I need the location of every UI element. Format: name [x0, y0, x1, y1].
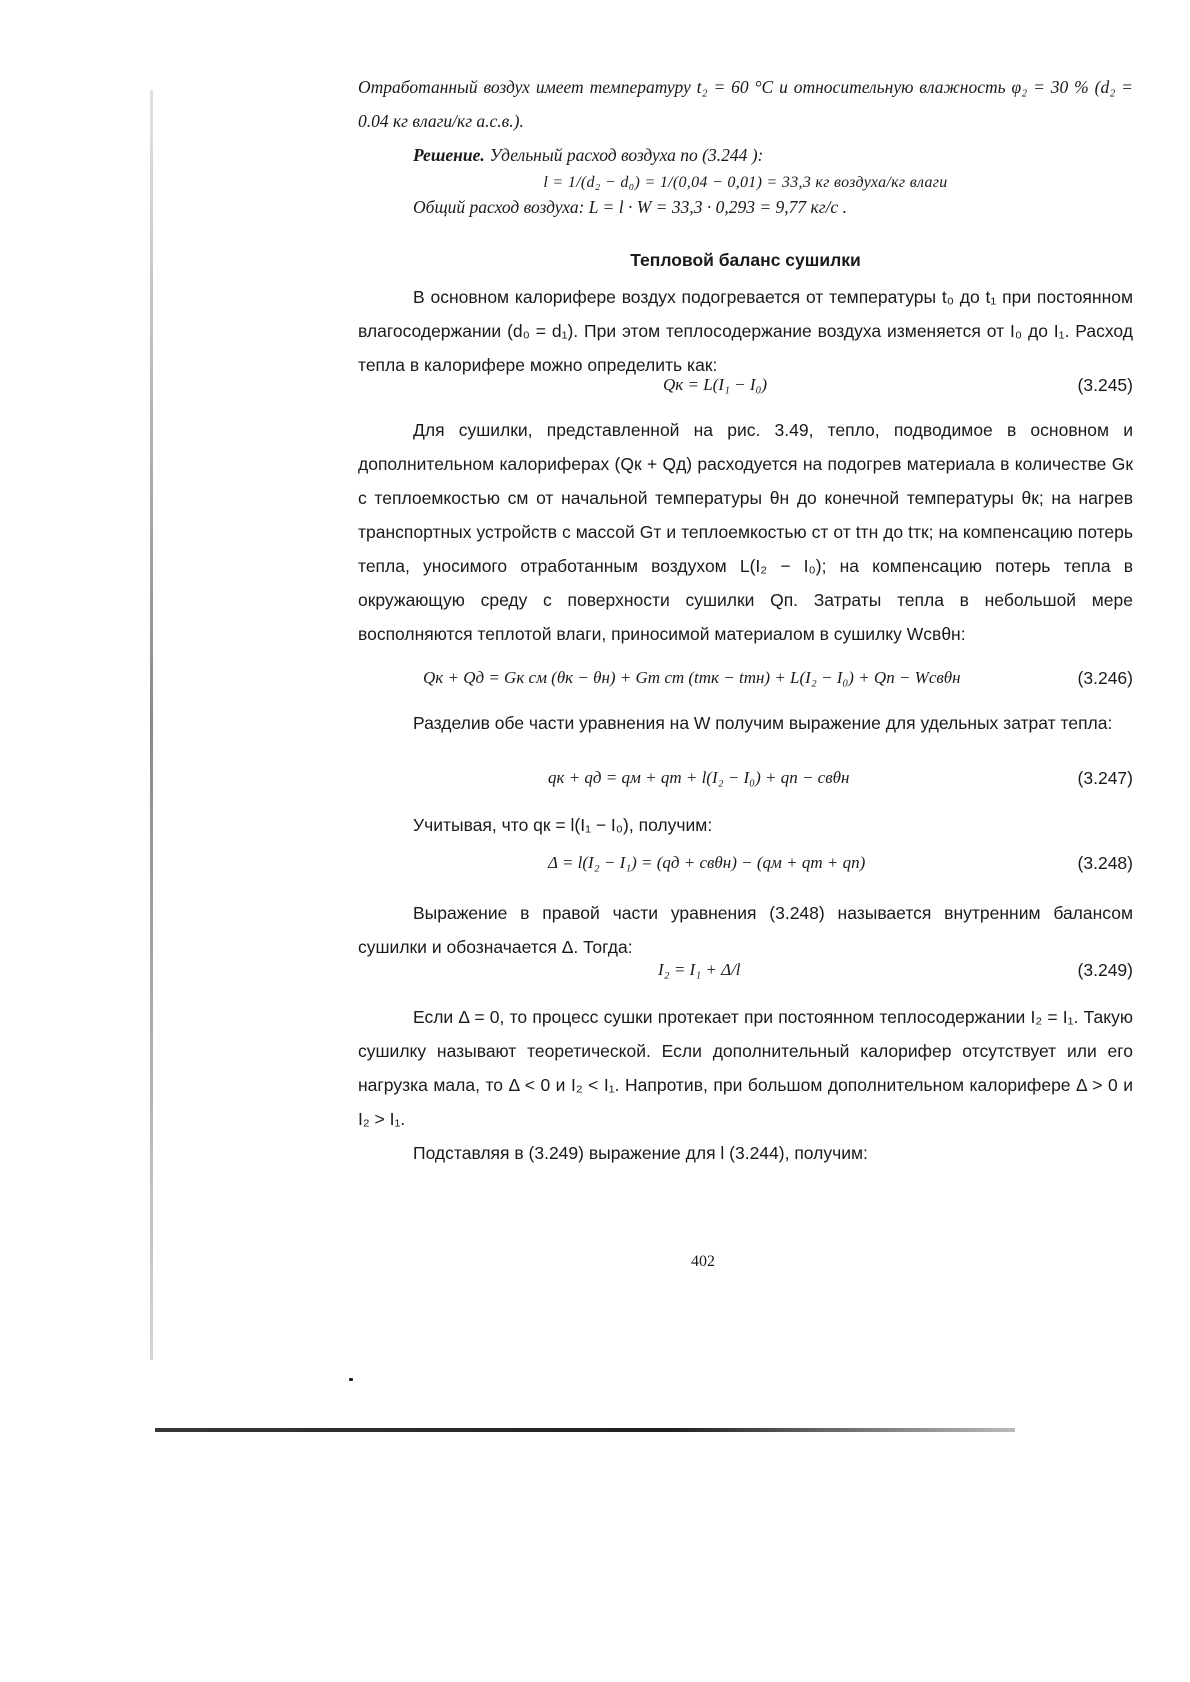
paragraph-theoretical-dryer: Если Δ = 0, то процесс сушки протекает при постоянном теплосодержании I₂ = I₁. Такую сушилку называют теоретической. Если дополнительный калорифер отсутствует или его нагрузка мала, то Δ < 0 и I₂ < I₁. Напротив, при большом дополнительном калорифере Δ > 0 и I₂ > I₁. — [358, 1007, 1133, 1129]
solution-text: Удельный расход воздуха по (3.244 ): — [489, 145, 764, 165]
solution-label: Решение. — [413, 145, 485, 165]
example-conditions: Отработанный воздух имеет температуру t₂ = 60 °C и относительную влажность φ₂ = 30 % (d₂ = 0.04 кг влаги/кг а.с.в.). — [358, 77, 1133, 131]
equation-3-246 — [358, 668, 1133, 698]
paragraph-internal-balance: Выражение в правой части уравнения (3.248) называется внутренним балансом сушилки и обозначается Δ. Тогда: — [358, 903, 1133, 957]
scan-speck — [349, 1378, 353, 1381]
paragraph-heater: В основном калорифере воздух подогревается от температуры t₀ до t₁ при постоянном влагосодержании (d₀ = d₁). При этом теплосодержание воздуха изменяется от I₀ до I₁. Расход тепла в калорифере можно определить как: — [358, 287, 1133, 375]
equation-number: (3.247) — [1077, 768, 1133, 788]
equation-formula: Δ = l(I₂ − I₁) = (qд + cвθн) − (qм + qт + qп) — [548, 853, 866, 872]
equation-number: (3.245) — [1077, 375, 1133, 395]
paragraph-divide: Разделив обе части уравнения на W получим выражение для удельных затрат тепла: — [413, 713, 1113, 733]
equation-3-248 — [358, 853, 1133, 883]
equation-3-247 — [358, 768, 1133, 798]
paragraph-heat-consumption: Для сушилки, представленной на рис. 3.49, тепло, подводимое в основном и дополнительном калориферах (Qк + Qд) расходуется на подогрев материала в количестве Gк с теплоемкостью cм от начальной температуры θн до конечной температуры θк; на нагрев транспортных устройств с массой Gт и теплоемкостью cт от tтн до tтк; на компенсацию потерь тепла, уносимого отработанным воздухом L(I₂ − I₀); на компенсацию потерь тепла в окружающую среду с поверхности сушилки Qп. Затраты тепла в небольшой мере восполняются теплотой влаги, приносимой материалом в сушилку Wcвθн: — [358, 420, 1133, 644]
specific-air-flow-formula: l = 1/(d₂ − d₀) = 1/(0,04 − 0,01) = 33,3 кг воздуха/кг влаги — [543, 174, 948, 191]
equation-formula: Qк = L(I₁ − I₀) — [663, 375, 768, 394]
section-heading: Тепловой баланс сушилки — [630, 250, 861, 270]
equation-number: (3.249) — [1077, 960, 1133, 980]
equation-number: (3.248) — [1077, 853, 1133, 873]
total-air-flow-line: Общий расход воздуха: L = l · W = 33,3 · 0,293 = 9,77 кг/с . — [413, 197, 847, 217]
paragraph-substituting: Подставляя в (3.249) выражение для l (3.244), получим: — [413, 1143, 868, 1163]
scan-left-edge — [150, 90, 153, 1360]
scan-bottom-edge — [155, 1428, 1015, 1432]
page-number: 402 — [691, 1253, 715, 1270]
equation-formula: Qк + Qд = Gк cм (θк − θн) + Gт cт (tтк − tтн) + L(I₂ − I₀) + Qп − Wcвθн — [423, 668, 961, 687]
equation-3-249 — [358, 960, 1133, 990]
equation-formula: qк + qд = qм + qт + l(I₂ − I₀) + qп − cвθн — [548, 768, 850, 787]
paragraph-considering: Учитывая, что qк = l(I₁ − I₀), получим: — [413, 815, 713, 835]
equation-number: (3.246) — [1077, 668, 1133, 688]
equation-formula: I₂ = I₁ + Δ/l — [658, 960, 741, 979]
equation-3-245 — [358, 375, 1133, 405]
